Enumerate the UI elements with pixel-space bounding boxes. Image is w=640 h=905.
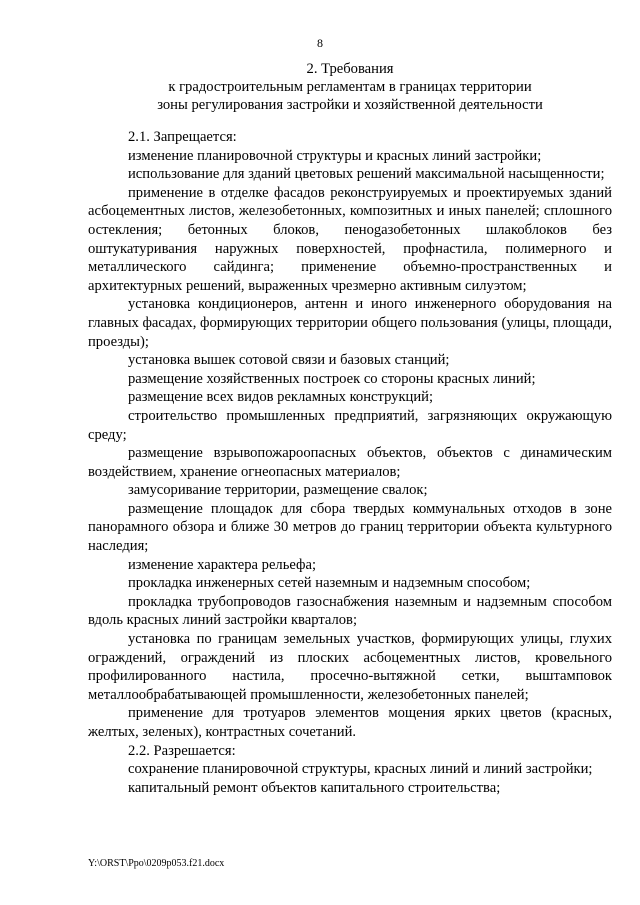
list-item: прокладка трубопроводов газоснабжения наземным и надземным способом вдоль красных линий застройки кварталов;: [88, 593, 612, 629]
list-item: размещение всех видов рекламных конструкций;: [128, 389, 434, 406]
heading-line-3: зоны регулирования застройки и хозяйственной деятельности: [157, 97, 543, 113]
subsection-heading-prohibited: 2.1. Запрещается:: [128, 129, 237, 145]
list-item: размещение взрывопожароопасных объектов, объектов с динамическим воздействием, хранение огнеопасных материалов;: [88, 445, 612, 480]
list-item: прокладка инженерных сетей наземным и надземным способом;: [128, 575, 531, 592]
list-item: размещение площадок для сбора твердых коммунальных отходов в зоне панорамного обзора и ближе 30 метров до границ территории объекта культурного наследия;: [88, 500, 612, 555]
list-item: применение для тротуаров элементов мощения ярких цветов (красных, желтых, зеленых), контрастных сочетаний.: [88, 705, 612, 740]
section-heading: [88, 60, 612, 114]
list-item: замусоривание территории, размещение свалок;: [128, 482, 428, 499]
document-body: [88, 128, 612, 797]
heading-line-2: к градостроительным регламентам в границах территории: [168, 79, 532, 95]
list-item: установка кондиционеров, антенн и иного инженерного оборудования на главных фасадах, формирующих территории общего пользования (улицы, площади, проезды);: [88, 296, 612, 350]
list-item: применение в отделке фасадов реконструируемых и проектируемых зданий асбоцементных листов, железобетонных, композитных и иных панелей; сплошного остекления; бетонных блоков, пенogазобетонных шлакоблоков без оштукатуривания наружных поверхностей, профнастила, полимерного и металлического сайдинга; применение объемно-пространственных и архитектурных решений, выраженных чрезмерно активным силуэтом;: [88, 184, 612, 294]
file-path-footer: Y:\ORST\Ppo\0209p053.f21.docx: [88, 858, 225, 869]
list-item: изменение планировочной структуры и красных линий застройки;: [128, 147, 542, 164]
heading-line-1: 2. Требования: [306, 61, 394, 77]
list-item: установка вышек сотовой связи и базовых станций;: [128, 352, 450, 369]
list-item: изменение характера рельефа;: [128, 556, 317, 573]
list-item: сохранение планировочной структуры, красных линий и линий застройки;: [128, 761, 593, 778]
subsection-heading-allowed: 2.2. Разрешается:: [128, 742, 236, 759]
list-item: установка по границам земельных участков, формирующих улицы, глухих ограждений, ограждений из плоских асбоцементных листов, кровельного профилированного настила, просечно-вытяжной сетки, выштамповок металлообрабатывающей промышленности, железобетонных панелей;: [88, 631, 612, 703]
list-item: строительство промышленных предприятий, загрязняющих окружающую среду;: [88, 407, 612, 443]
list-item: капитальный ремонт объектов капитального строительства;: [128, 779, 501, 796]
page-number: 8: [317, 36, 323, 50]
list-item: размещение хозяйственных построек со стороны красных линий;: [128, 370, 536, 387]
list-item: использование для зданий цветовых решений максимальной насыщенности;: [128, 166, 605, 183]
